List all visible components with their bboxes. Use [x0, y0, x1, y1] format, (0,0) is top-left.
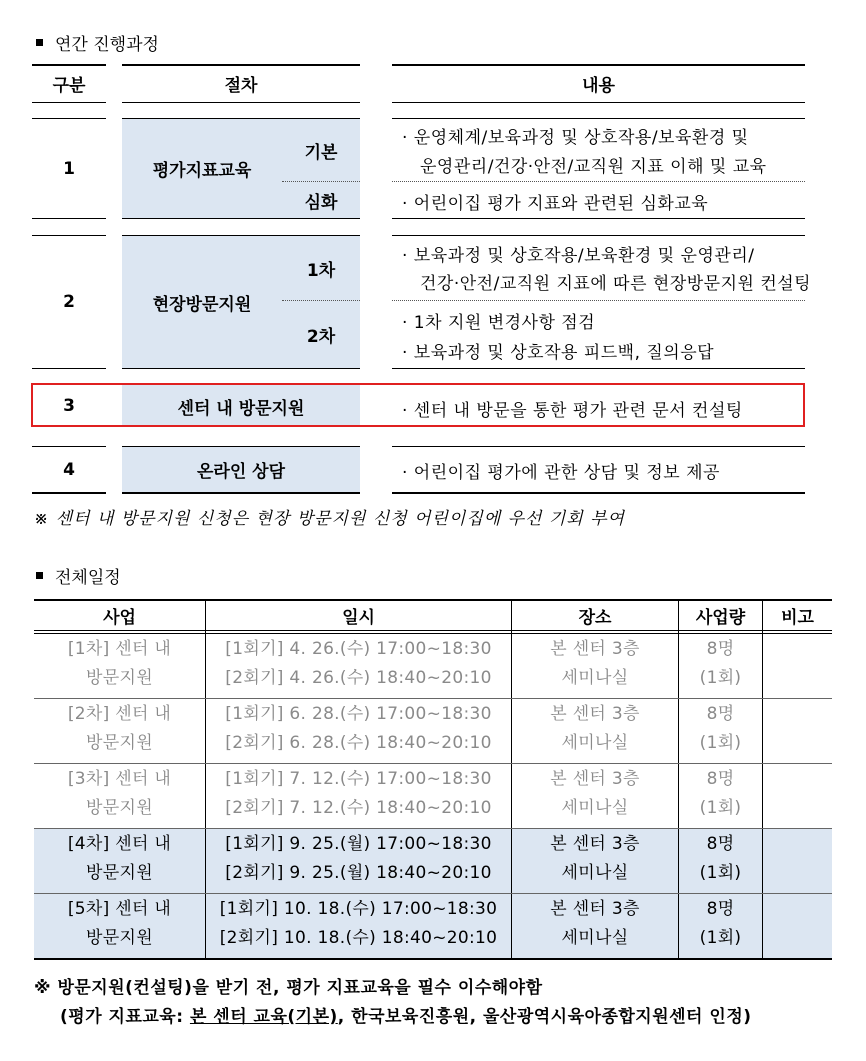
- header-datetime: 일시: [342, 607, 375, 628]
- place-cell: 본 센터 3층 세미나실: [550, 639, 640, 688]
- project-cell: [2차] 센터 내 방문지원: [67, 704, 172, 753]
- content-line: 운영관리/건강·안전/교직원 지표 이해 및 교육: [420, 157, 767, 177]
- datetime-cell: [1회기] 4. 26.(수) 17:00~18:30 [2회기] 4. 26.(수) 18:40~20:10: [225, 639, 492, 688]
- project-cell: [4차] 센터 내 방문지원: [67, 834, 172, 883]
- row-number: 1: [63, 158, 75, 179]
- procedure-label: 현장방문지원: [152, 294, 252, 315]
- sub-label: 1차: [306, 260, 336, 281]
- requirement-note: ※ 방문지원(컨설팅)을 받기 전, 평가 지표교육을 필수 이수해야함: [34, 978, 543, 998]
- datetime-cell: [1회기] 6. 28.(수) 17:00~18:30 [2회기] 6. 28.(수) 18:40~20:10: [225, 704, 492, 753]
- amount-cell: 8명 (1회): [699, 704, 742, 753]
- header-content: 내용: [582, 75, 615, 96]
- amount-cell: 8명 (1회): [699, 834, 742, 883]
- place-cell: 본 센터 3층 세미나실: [550, 834, 640, 883]
- datetime-cell: [1회기] 10. 18.(수) 17:00~18:30 [2회기] 10. 18.(수) 18:40~20:10: [219, 899, 498, 948]
- section-title-text: 연간 진행과정: [55, 34, 159, 55]
- underlined-course: 본 센터 교육(기본): [189, 1007, 338, 1027]
- sub-label: 2차: [306, 327, 336, 347]
- content-line: · 1차 지원 변경사항 점검: [402, 313, 596, 333]
- content-line: · 센터 내 방문을 통한 평가 관련 문서 컨설팅: [402, 401, 743, 421]
- header-category: 구분: [52, 75, 86, 96]
- highlight-box: [31, 383, 805, 427]
- datetime-cell: [1회기] 7. 12.(수) 17:00~18:30 [2회기] 7. 12.(수) 18:40~20:10: [225, 769, 492, 818]
- procedure-label: 센터 내 방문지원: [177, 398, 305, 419]
- row-number: 4: [63, 459, 75, 480]
- header-project: 사업: [103, 607, 136, 628]
- square-bullet-icon: [36, 39, 43, 46]
- place-cell: 본 센터 3층 세미나실: [550, 769, 640, 818]
- header-procedure: 절차: [224, 75, 258, 96]
- requirement-detail: (평가 지표교육: 본 센터 교육(기본), 한국보육진흥원, 울산광역시육아종합지원센터 인정): [60, 1007, 752, 1027]
- project-cell: [1차] 센터 내 방문지원: [67, 639, 172, 688]
- section-title-schedule: [36, 563, 121, 587]
- row-number: 3: [63, 396, 75, 416]
- amount-cell: 8명 (1회): [699, 899, 742, 948]
- datetime-cell: [1회기] 9. 25.(월) 17:00~18:30 [2회기] 9. 25.(월) 18:40~20:10: [225, 834, 492, 883]
- content-line: · 보육과정 및 상호작용 피드백, 질의응답: [402, 343, 715, 363]
- row-number: 2: [63, 292, 75, 312]
- header-place: 장소: [578, 607, 612, 628]
- procedure-label: 평가지표교육: [152, 161, 252, 181]
- content-line: · 운영체계/보육과정 및 상호작용/보육환경 및: [402, 128, 749, 148]
- procedure-label: 온라인 상담: [196, 462, 286, 482]
- priority-note: ※ 센터 내 방문지원 신청은 현장 방문지원 신청 어린이집에 우선 기회 부여: [34, 509, 625, 529]
- project-cell: [5차] 센터 내 방문지원: [67, 899, 172, 948]
- amount-cell: 8명 (1회): [699, 769, 742, 818]
- sub-label: 기본: [304, 142, 338, 163]
- header-amount: 사업량: [695, 607, 746, 628]
- section-title-annual-process: [36, 30, 159, 54]
- sub-label: 심화: [304, 192, 338, 213]
- section-title-text: 전체일정: [55, 567, 121, 588]
- square-bullet-icon: [36, 572, 43, 579]
- content-line: · 어린이집 평가에 관한 상담 및 정보 제공: [402, 463, 720, 483]
- header-remark: 비고: [781, 607, 814, 628]
- content-line: · 보육과정 및 상호작용/보육환경 및 운영관리/: [402, 246, 755, 266]
- amount-cell: 8명 (1회): [699, 639, 742, 688]
- content-line: · 어린이집 평가 지표와 관련된 심화교육: [402, 194, 709, 214]
- place-cell: 본 센터 3층 세미나실: [550, 899, 640, 948]
- content-line: 건강·안전/교직원 지표에 따른 현장방문지원 컨설팅: [420, 274, 812, 294]
- place-cell: 본 센터 3층 세미나실: [550, 704, 640, 753]
- project-cell: [3차] 센터 내 방문지원: [67, 769, 172, 818]
